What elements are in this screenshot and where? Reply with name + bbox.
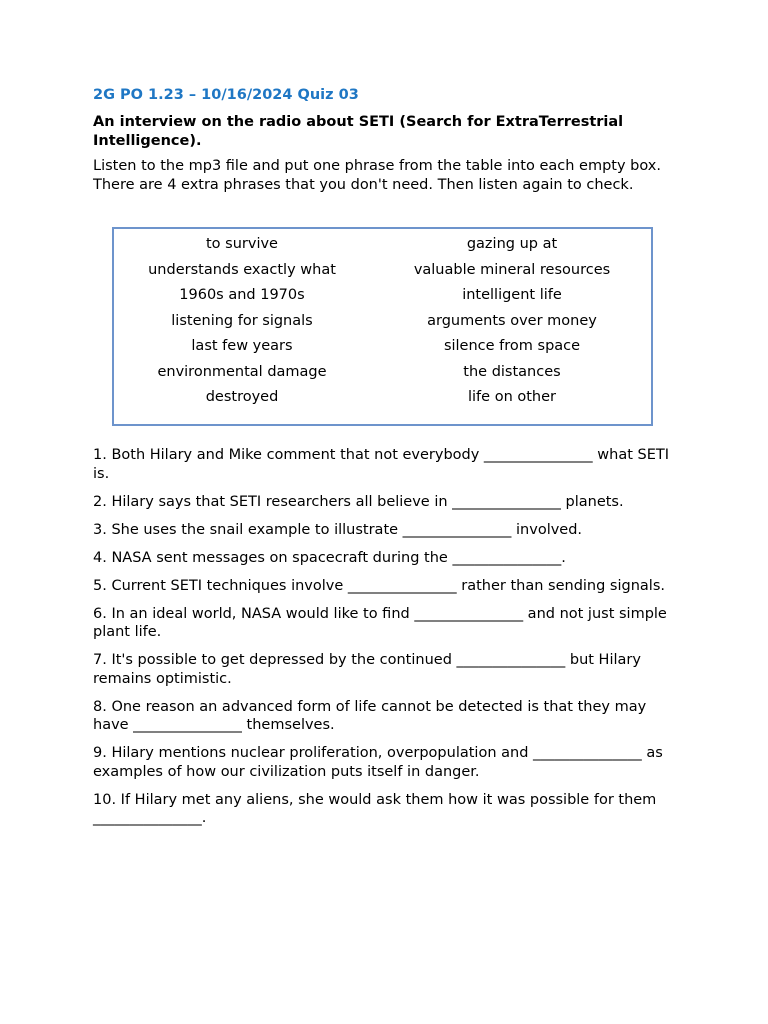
quiz-title: 2G PO 1.23 – 10/16/2024 Quiz 03 <box>93 87 359 103</box>
phrase: intelligent life <box>462 287 562 303</box>
question-item: 6. In an ideal world, NASA would like to find _______________ and not just simple plant life. <box>93 605 667 640</box>
question-item: 4. NASA sent messages on spacecraft during the _______________. <box>93 549 566 566</box>
phrase: gazing up at <box>466 236 558 252</box>
phrase-column-left <box>107 232 377 411</box>
question-item: 3. She uses the snail example to illustrate _______________ involved. <box>93 521 583 538</box>
phrase: 1960s and 1970s <box>179 287 305 303</box>
phrase-column-right <box>377 232 647 411</box>
phrase: arguments over money <box>427 312 597 329</box>
phrase: life on other <box>468 389 556 405</box>
phrase: valuable mineral resources <box>413 261 611 278</box>
phrase: listening for signals <box>171 312 313 329</box>
phrase: understands exactly what <box>148 261 336 278</box>
quiz-instructions: Listen to the mp3 file and put one phrase from the table into each empty box. There are 4 extra phrases that you don't need. Then listen again to check. <box>93 158 661 193</box>
question-item: 7. It's possible to get depressed by the continued _______________ but Hilary remains optimistic. <box>93 652 641 687</box>
question-item: 8. One reason an advanced form of life cannot be detected is that they may have _______________ themselves. <box>93 698 647 733</box>
document-page <box>93 85 683 204</box>
question-item: 9. Hilary mentions nuclear proliferation, overpopulation and _______________ as examples of how our civilization puts itself in danger. <box>93 745 663 780</box>
quiz-subtitle: An interview on the radio about SETI (Search for ExtraTerrestrial Intelligence). <box>93 114 624 149</box>
question-list <box>93 446 683 837</box>
phrase: to survive <box>206 236 278 252</box>
phrase: silence from space <box>443 338 581 354</box>
question-item: 2. Hilary says that SETI researchers all believe in _______________ planets. <box>93 493 624 510</box>
question-item: 5. Current SETI techniques involve _______________ rather than sending signals. <box>93 577 665 594</box>
phrase-table <box>112 227 653 426</box>
question-item: 1. Both Hilary and Mike comment that not everybody _______________ what SETI is. <box>93 447 670 482</box>
phrase: environmental damage <box>157 363 327 380</box>
question-item: 10. If Hilary met any aliens, she would ask them how it was possible for them _______________. <box>93 791 657 826</box>
phrase: the distances <box>463 363 561 380</box>
phrase: last few years <box>191 338 293 354</box>
phrase: destroyed <box>205 389 279 405</box>
